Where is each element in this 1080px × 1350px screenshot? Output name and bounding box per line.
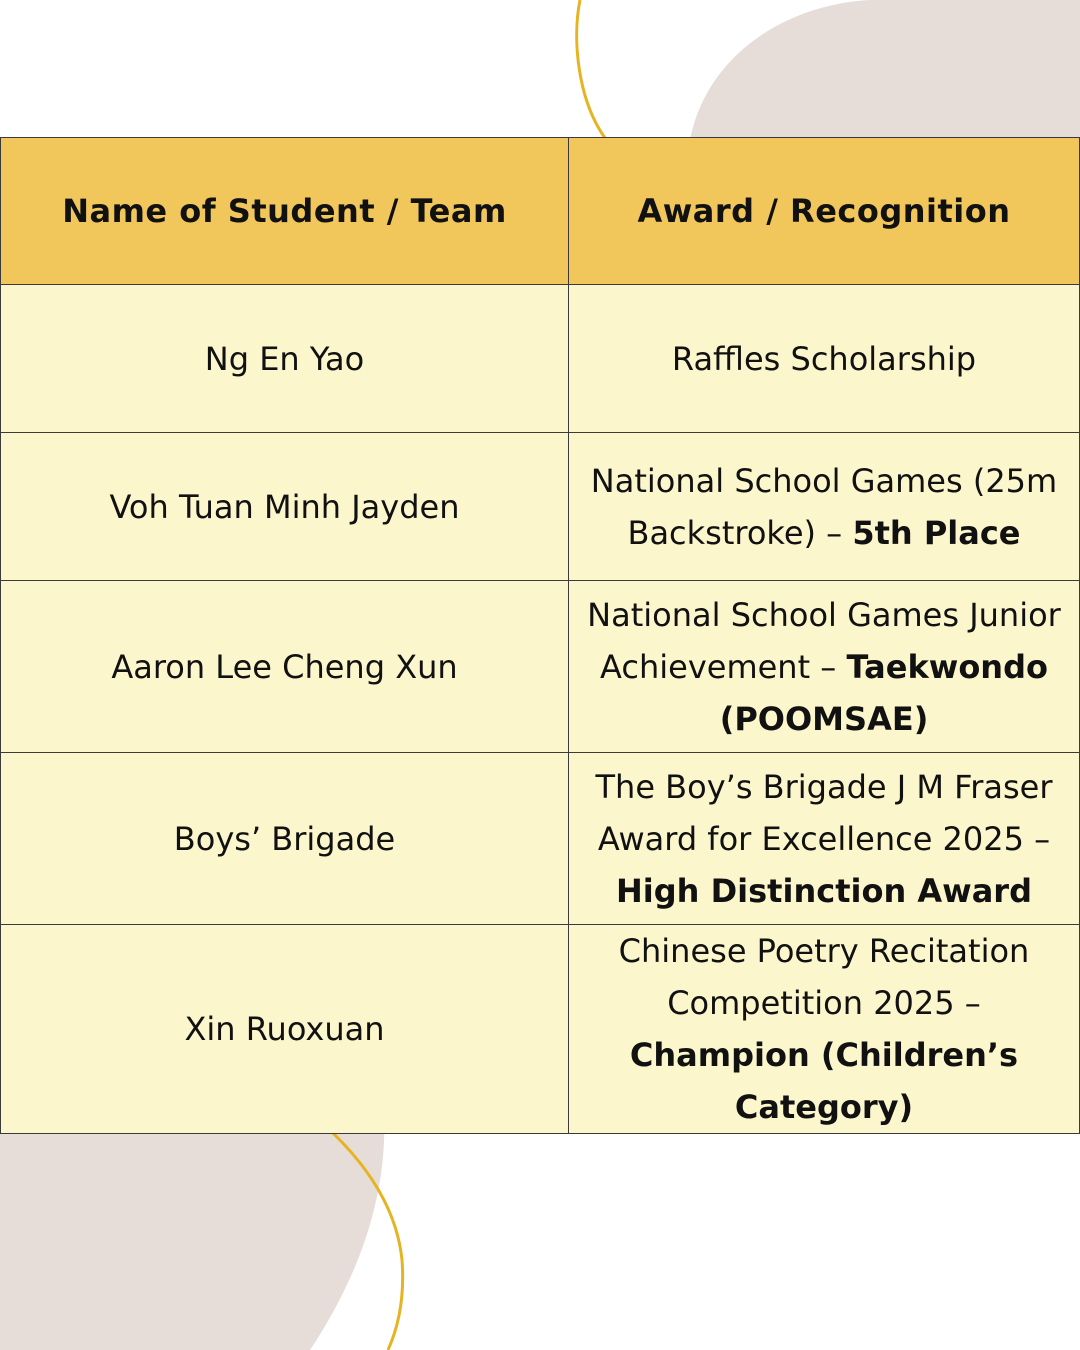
student-name: Boys’ Brigade <box>1 753 569 925</box>
top-gold-line <box>577 0 605 138</box>
award-text: National School Games (25m Backstroke) – <box>590 461 1058 552</box>
table-header-row <box>1 138 1080 285</box>
table-row <box>1 285 1080 433</box>
award-cell <box>569 581 1080 753</box>
awards-table <box>0 137 1080 1134</box>
student-name: Xin Ruoxuan <box>1 925 569 1134</box>
award-text: The Boy’s Brigade J M Fraser Award for Excellence 2025 – <box>595 767 1053 858</box>
header-award: Award / Recognition <box>569 138 1080 285</box>
award-highlight: Taekwondo (POOMSAE) <box>719 647 1048 738</box>
student-name: Aaron Lee Cheng Xun <box>1 581 569 753</box>
table-row <box>1 753 1080 925</box>
table-row <box>1 925 1080 1134</box>
award-cell <box>569 925 1080 1134</box>
student-name: Voh Tuan Minh Jayden <box>1 433 569 581</box>
award-highlight: 5th Place <box>852 513 1021 552</box>
award-cell <box>569 433 1080 581</box>
award-text: Raffles Scholarship <box>671 339 977 378</box>
award-text: National School Games Junior Achievement – <box>587 595 1061 686</box>
award-text: Chinese Poetry Recitation Competition 2025 – <box>618 932 1030 1022</box>
table-row <box>1 433 1080 581</box>
header-name: Name of Student / Team <box>1 138 569 285</box>
top-right-blob <box>690 0 1080 140</box>
table-row <box>1 581 1080 753</box>
award-highlight: High Distinction Award <box>616 871 1032 910</box>
student-name: Ng En Yao <box>1 285 569 433</box>
award-highlight: Champion (Children’s Category) <box>629 1036 1019 1126</box>
award-cell <box>569 285 1080 433</box>
award-cell <box>569 753 1080 925</box>
